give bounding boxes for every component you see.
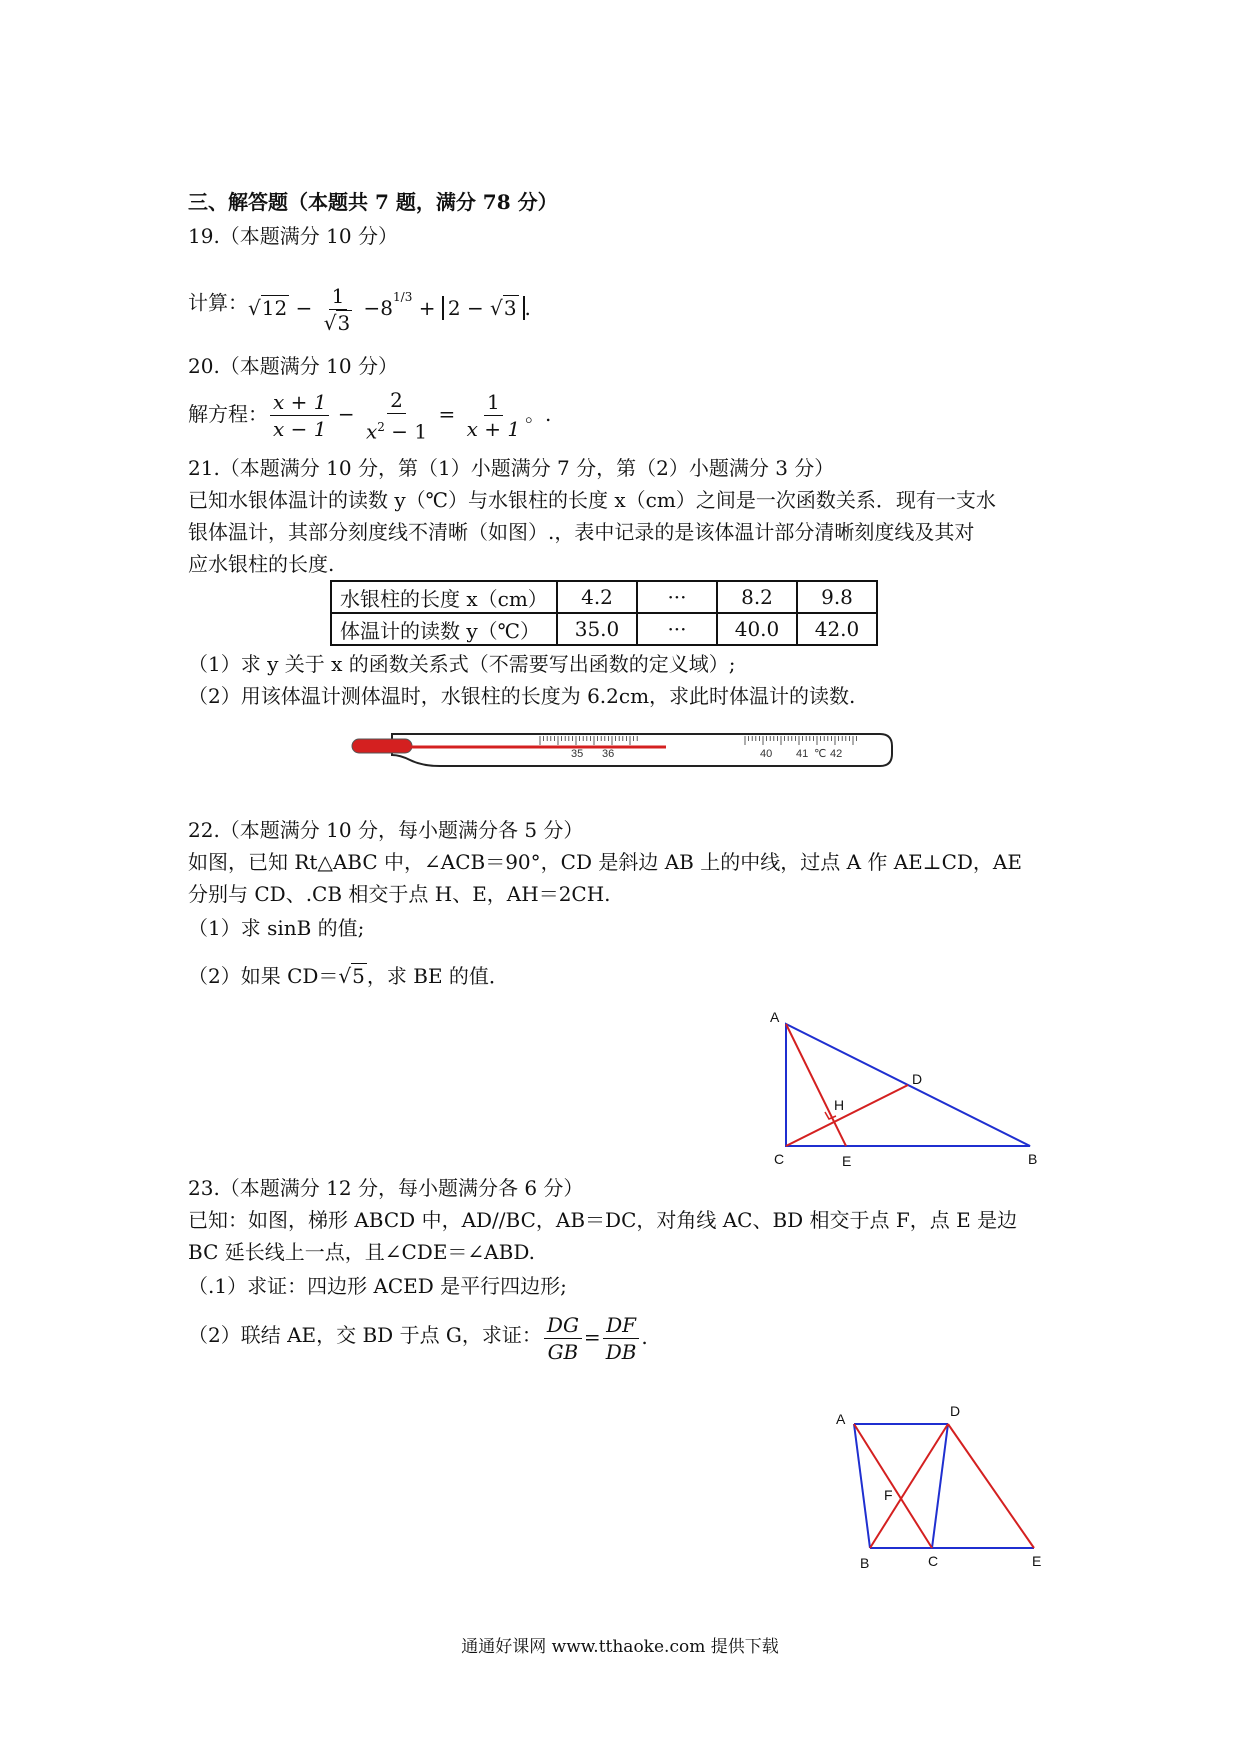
q19-label: 计算： [188,290,248,315]
q19-header: 19.（本题满分 10 分） [188,224,398,248]
table-head-length: 水银柱的长度 x（cm） [331,581,557,613]
point-c-label: C [928,1553,939,1569]
q19-exponent: 1/3 [393,290,413,304]
q21-part1: （1）求 y 关于 x 的函数关系式（不需要写出函数的定义域）; [188,652,736,676]
q20-frac1-num: x + 1 [270,389,329,416]
table-cell: 40.0 [717,613,797,645]
q23-part2 [188,1306,648,1364]
q19-minus2: − [363,296,381,320]
q23-math [542,1308,648,1366]
q20-frac3 [464,389,523,442]
table-cell: 8.2 [717,581,797,613]
q23-equals: = [583,1324,601,1349]
q23-frac1 [544,1312,582,1365]
q22-part2: （2）如果 CD＝√5 ，求 BE 的值． [188,964,509,988]
q23-line1: 已知：如图，梯形 ABCD 中，AD//BC，AB＝DC，对角线 AC、BD 相交于点 F，点 E 是边 [188,1208,1018,1232]
point-a-label: A [836,1411,846,1427]
table-cell: 42.0 [797,613,877,645]
footer-credit: 通通好课网 www.tthaoke.com 提供下载 [461,1637,779,1657]
thermo-label-36: 36 [602,748,615,760]
q23-trapezoid-figure [830,1400,1060,1580]
q20-math [268,386,551,444]
q19-sqrt12: 12 [261,296,288,320]
diagonal-bd [870,1424,948,1548]
segment-ab [854,1424,870,1548]
q22-part2-sqrt: 5 [352,964,365,988]
q22-part2-post: ，求 BE 的值． [366,964,509,988]
q20-equation [188,386,551,442]
q20-frac1-den: x − 1 [273,417,327,442]
diagonal-ac [854,1424,932,1548]
q20-frac2-exp: 2 [377,420,385,434]
table-row [331,581,877,613]
q19-abs-sqrt3: 3 [503,296,517,320]
q21-header: 21.（本题满分 10 分，第（1）小题满分 7 分，第（2）小题满分 3 分） [188,456,835,480]
q23-frac2-den: DB [605,1339,637,1364]
q20-frac2-rest: − 1 [384,419,428,444]
q22-part1: （1）求 sinB 的值; [188,916,365,940]
q21-line2: 银体温计，其部分刻度线不清晰（如图）.，表中记录的是该体温计部分清晰刻度线及其对 [188,520,975,544]
q19-abs-minus: − [466,296,484,320]
segment-ae [786,1024,846,1146]
q19-sqrt3: 3 [337,311,351,335]
q23-part2-pre: （2）联结 AE，交 BD 于点 G，求证： [188,1323,542,1347]
q19-exp-num: 1 [393,290,401,304]
q23-frac2-num: DF [603,1312,639,1339]
q19-eight: 8 [380,296,394,320]
table-cell: 35.0 [557,613,637,645]
q19-minus1: − [295,296,313,320]
q20-frac2 [363,387,430,445]
q20-frac1 [270,389,329,442]
table-cell: ··· [637,613,717,645]
q20-equals: = [438,402,456,427]
table-row [331,613,877,645]
q19-period: . [524,296,531,320]
thermometer-bulb [352,739,412,753]
point-b-label: B [860,1555,870,1571]
q22-header: 22.（本题满分 10 分，每小题满分各 5 分） [188,818,584,842]
q19-abs-two: 2 [447,296,461,320]
q19-frac-den: √3 [323,311,351,335]
q21-part2: （2）用该体温计测体温时，水银柱的长度为 6.2cm，求此时体温计的读数. [188,684,856,708]
point-c-label: C [774,1151,785,1167]
q19-abs: 2 − √3 [442,296,525,320]
thermometer-figure [340,720,900,780]
table-cell: ··· [637,581,717,613]
point-h-label: H [834,1097,845,1113]
point-d-label: D [950,1403,961,1419]
q20-frac2-num: 2 [387,387,406,414]
segment-dc [932,1424,948,1548]
point-e-label: E [842,1153,852,1169]
q23-line2: BC 延长线上一点，且∠CDE＝∠ABD. [188,1240,536,1264]
q19-expression [188,272,531,335]
q20-frac3-den: x + 1 [466,417,521,442]
q19-math: √12 − $\frac{1}{√3}$ $-8^{1/3} + 2 - √3$ . [248,284,531,335]
thermo-label-41: 41 [796,748,809,760]
q19-fraction [321,283,355,336]
segment-de [948,1424,1034,1548]
q23-frac1-den: GB [547,1339,579,1364]
q20-frac3-num: 1 [484,389,503,416]
q22-line1: 如图，已知 Rt△ABC 中，∠ACB＝90°，CD 是斜边 AB 上的中线，过点 A 作 AE⊥CD，AE [188,850,1022,874]
q21-data-table [330,580,878,646]
table-cell: 9.8 [797,581,877,613]
q23-part1: （.1）求证：四边形 ACED 是平行四边形; [188,1274,567,1298]
section-title: 三、解答题（本题共 7 题，满分 78 分） [188,190,558,214]
table-head-reading: 体温计的读数 y（℃） [331,613,557,645]
thermo-label-42: 42 [830,748,843,760]
q23-end: . [641,1324,648,1349]
table-cell: 4.2 [557,581,637,613]
q20-frac2-x: x [365,419,378,444]
q23-frac2 [603,1312,640,1365]
q23-header: 23.（本题满分 12 分，每小题满分各 6 分） [188,1176,584,1200]
q22-triangle-figure [760,1006,1060,1176]
q20-header: 20.（本题满分 10 分） [188,354,398,378]
segment-cd [786,1085,908,1146]
point-e-label: E [1032,1553,1042,1569]
thermo-label-40: 40 [760,748,773,760]
q20-end: 。. [525,402,552,427]
thermo-label-35: 35 [571,748,584,760]
q20-frac2-den [363,414,430,445]
q19-frac-num: 1 [329,283,348,310]
q22-part2-pre: （2）如果 CD＝ [188,964,339,988]
q21-line1: 已知水银体温计的读数 y（℃）与水银柱的长度 x（cm）之间是一次函数关系．现有一支水 [188,488,996,512]
point-b-label: B [1028,1151,1038,1167]
q19-plus: + [418,296,436,320]
q20-label: 解方程： [188,402,268,426]
thermo-label-unit: ℃ [814,748,827,760]
q22-line2: 分别与 CD、.CB 相交于点 H、E，AH＝2CH. [188,882,611,906]
point-d-label: D [912,1071,923,1087]
q21-line3: 应水银柱的长度. [188,552,335,576]
point-a-label: A [770,1009,780,1025]
q19-exp-den: 3 [404,290,413,304]
q20-minus: − [337,402,355,427]
point-f-label: F [884,1487,893,1503]
q23-frac1-num: DG [544,1312,582,1339]
